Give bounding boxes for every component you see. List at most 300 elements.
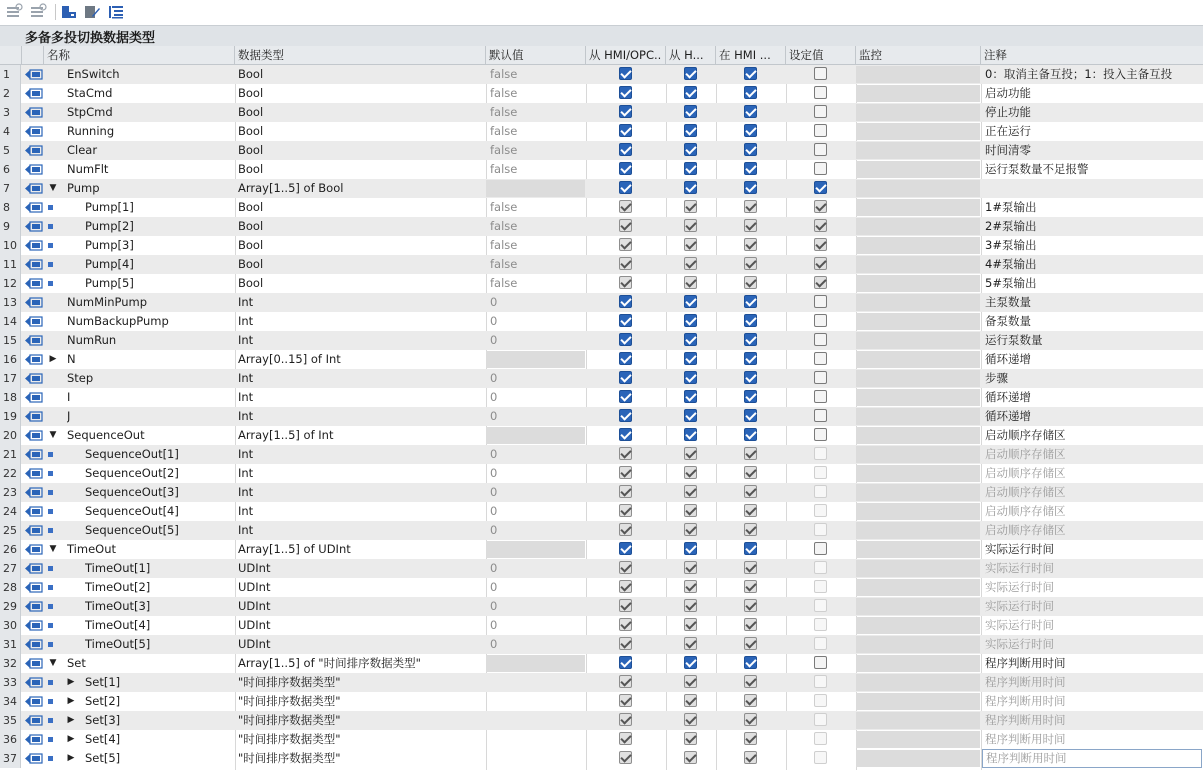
default-value[interactable]: false	[490, 257, 518, 271]
tag-comment[interactable]: 实际运行时间	[985, 618, 1054, 632]
hmi-visible-checkbox[interactable]	[744, 86, 757, 99]
setpoint-checkbox[interactable]	[814, 295, 827, 308]
hmi-opc-accessible-checkbox[interactable]	[619, 523, 632, 536]
hmi-visible-checkbox[interactable]	[744, 67, 757, 80]
default-value[interactable]: 0	[490, 466, 498, 480]
hmi-writable-checkbox[interactable]	[684, 751, 697, 764]
row-number[interactable]: 17	[0, 369, 21, 388]
tag-datatype[interactable]: Array[1..5] of UDInt	[238, 542, 351, 556]
table-row[interactable]	[0, 198, 1203, 217]
tag-comment[interactable]: 实际运行时间	[985, 580, 1054, 594]
tag-datatype[interactable]: Bool	[238, 86, 264, 100]
hmi-opc-accessible-checkbox[interactable]	[619, 675, 632, 688]
tag-datatype[interactable]: "时间排序数据类型"	[238, 675, 341, 689]
tag-comment[interactable]	[985, 179, 1201, 198]
hmi-visible-checkbox[interactable]	[744, 751, 757, 764]
hmi-opc-accessible-checkbox[interactable]	[619, 409, 632, 422]
tag-datatype[interactable]: Array[1..5] of "时间排序数据类型"	[238, 656, 421, 670]
hmi-writable-checkbox[interactable]	[684, 466, 697, 479]
hmi-opc-accessible-checkbox[interactable]	[619, 713, 632, 726]
expand-arrow-icon[interactable]: ▶	[49, 354, 57, 364]
setpoint-checkbox[interactable]	[814, 86, 827, 99]
hmi-opc-accessible-checkbox[interactable]	[619, 200, 632, 213]
setpoint-checkbox[interactable]	[814, 200, 827, 213]
tag-name[interactable]: TimeOut	[67, 542, 116, 556]
hmi-visible-checkbox[interactable]	[744, 694, 757, 707]
tag-name[interactable]: N	[67, 352, 76, 366]
hmi-visible-checkbox[interactable]	[744, 314, 757, 327]
tag-datatype[interactable]: Int	[238, 523, 254, 537]
row-number[interactable]: 11	[0, 255, 21, 274]
table-row[interactable]	[0, 160, 1203, 179]
hmi-writable-checkbox[interactable]	[684, 656, 697, 669]
hmi-opc-accessible-checkbox[interactable]	[619, 466, 632, 479]
row-number[interactable]: 19	[0, 407, 21, 426]
setpoint-checkbox[interactable]	[814, 561, 827, 574]
collapse-arrow-icon[interactable]: ▼	[49, 658, 57, 668]
tag-datatype[interactable]: Bool	[238, 200, 264, 214]
hmi-writable-checkbox[interactable]	[684, 523, 697, 536]
tag-datatype[interactable]: Int	[238, 371, 254, 385]
hmi-opc-accessible-checkbox[interactable]	[619, 694, 632, 707]
table-row[interactable]	[0, 217, 1203, 236]
hmi-writable-checkbox[interactable]	[684, 143, 697, 156]
hmi-opc-accessible-checkbox[interactable]	[619, 599, 632, 612]
tag-comment[interactable]: 备泵数量	[985, 314, 1031, 328]
setpoint-checkbox[interactable]	[814, 390, 827, 403]
tag-datatype[interactable]: "时间排序数据类型"	[238, 732, 341, 746]
tag-datatype[interactable]: Bool	[238, 162, 264, 176]
table-row[interactable]	[0, 749, 1203, 768]
table-row[interactable]	[0, 407, 1203, 426]
tag-comment[interactable]: 启动顺序存储区	[985, 523, 1066, 537]
hmi-opc-accessible-checkbox[interactable]	[619, 86, 632, 99]
row-number[interactable]: 27	[0, 559, 21, 578]
hmi-opc-accessible-checkbox[interactable]	[619, 656, 632, 669]
tag-name[interactable]: StaCmd	[67, 86, 113, 100]
table-row[interactable]	[0, 331, 1203, 350]
row-number[interactable]: 3	[0, 103, 21, 122]
table-row[interactable]	[0, 236, 1203, 255]
tag-name[interactable]: StpCmd	[67, 105, 113, 119]
row-number[interactable]: 37	[0, 749, 21, 768]
hmi-writable-checkbox[interactable]	[684, 694, 697, 707]
setpoint-checkbox[interactable]	[814, 105, 827, 118]
tag-datatype[interactable]: Array[1..5] of Bool	[238, 181, 344, 195]
setpoint-checkbox[interactable]	[814, 409, 827, 422]
hmi-opc-accessible-checkbox[interactable]	[619, 276, 632, 289]
setpoint-checkbox[interactable]	[814, 466, 827, 479]
hmi-writable-checkbox[interactable]	[684, 86, 697, 99]
tag-comment[interactable]: 启动顺序存储区	[985, 466, 1066, 480]
default-value[interactable]: 0	[490, 523, 498, 537]
tag-comment[interactable]: 程序判断用时间	[985, 675, 1066, 689]
table-row[interactable]	[0, 673, 1203, 692]
tag-name[interactable]: SequenceOut	[67, 428, 145, 442]
hmi-writable-checkbox[interactable]	[684, 276, 697, 289]
tag-comment[interactable]: 时间清零	[985, 143, 1031, 157]
tag-datatype[interactable]: Int	[238, 485, 254, 499]
hmi-visible-checkbox[interactable]	[744, 466, 757, 479]
default-value[interactable]: false	[490, 124, 518, 138]
default-value[interactable]: 0	[490, 409, 498, 423]
setpoint-checkbox[interactable]	[814, 656, 827, 669]
tag-name[interactable]: NumRun	[67, 333, 117, 347]
hmi-writable-checkbox[interactable]	[684, 219, 697, 232]
tag-name[interactable]: TimeOut[4]	[85, 618, 151, 632]
default-value[interactable]: false	[490, 238, 518, 252]
tag-comment[interactable]: 正在运行	[985, 124, 1031, 138]
tag-comment[interactable]: 步骤	[985, 371, 1008, 385]
table-row[interactable]	[0, 274, 1203, 293]
hmi-opc-accessible-checkbox[interactable]	[619, 162, 632, 175]
setpoint-checkbox[interactable]	[814, 694, 827, 707]
table-row[interactable]	[0, 521, 1203, 540]
tag-datatype[interactable]: Int	[238, 295, 254, 309]
setpoint-checkbox[interactable]	[814, 447, 827, 460]
hmi-writable-checkbox[interactable]	[684, 599, 697, 612]
hmi-opc-accessible-checkbox[interactable]	[619, 352, 632, 365]
row-number[interactable]: 12	[0, 274, 21, 293]
setpoint-checkbox[interactable]	[814, 181, 827, 194]
hmi-opc-accessible-checkbox[interactable]	[619, 257, 632, 270]
tag-comment[interactable]: 实际运行时间	[985, 599, 1054, 613]
tag-comment[interactable]: 启动顺序存储区	[985, 504, 1066, 518]
tag-name[interactable]: SequenceOut[5]	[85, 523, 179, 537]
hmi-opc-accessible-checkbox[interactable]	[619, 428, 632, 441]
tag-datatype[interactable]: Bool	[238, 257, 264, 271]
setpoint-checkbox[interactable]	[814, 124, 827, 137]
hmi-writable-checkbox[interactable]	[684, 618, 697, 631]
tag-datatype[interactable]: Bool	[238, 238, 264, 252]
row-number[interactable]: 36	[0, 730, 21, 749]
setpoint-checkbox[interactable]	[814, 713, 827, 726]
tag-datatype[interactable]: Int	[238, 466, 254, 480]
setpoint-checkbox[interactable]	[814, 238, 827, 251]
tag-comment[interactable]: 启动顺序存储区	[985, 447, 1066, 461]
tag-name[interactable]: Pump[4]	[85, 257, 134, 271]
hmi-opc-accessible-checkbox[interactable]	[619, 618, 632, 631]
tag-datatype[interactable]: UDInt	[238, 637, 271, 651]
tag-datatype[interactable]: Array[1..5] of Int	[238, 428, 334, 442]
collapse-arrow-icon[interactable]: ▼	[49, 430, 57, 440]
default-value[interactable]: 0	[490, 333, 498, 347]
row-number[interactable]: 18	[0, 388, 21, 407]
hmi-opc-accessible-checkbox[interactable]	[619, 732, 632, 745]
row-number[interactable]: 2	[0, 84, 21, 103]
setpoint-checkbox[interactable]	[814, 637, 827, 650]
expand-arrow-icon[interactable]: ▶	[67, 753, 75, 763]
hmi-writable-checkbox[interactable]	[684, 580, 697, 593]
tag-datatype[interactable]: "时间排序数据类型"	[238, 694, 341, 708]
default-value[interactable]: false	[490, 105, 518, 119]
hmi-writable-checkbox[interactable]	[684, 105, 697, 118]
hmi-visible-checkbox[interactable]	[744, 409, 757, 422]
tag-datatype[interactable]: UDInt	[238, 599, 271, 613]
table-row[interactable]	[0, 540, 1203, 559]
table-row[interactable]	[0, 312, 1203, 331]
hmi-visible-checkbox[interactable]	[744, 162, 757, 175]
hmi-opc-accessible-checkbox[interactable]	[619, 314, 632, 327]
row-number[interactable]: 15	[0, 331, 21, 350]
hmi-opc-accessible-checkbox[interactable]	[619, 67, 632, 80]
hmi-visible-checkbox[interactable]	[744, 618, 757, 631]
table-row[interactable]	[0, 426, 1203, 445]
tag-name[interactable]: Set[3]	[85, 713, 121, 727]
setpoint-checkbox[interactable]	[814, 371, 827, 384]
default-value[interactable]: 0	[490, 599, 498, 613]
tag-comment[interactable]: 启动功能	[985, 86, 1031, 100]
tag-comment[interactable]: 2#泵输出	[985, 219, 1037, 233]
tag-comment[interactable]: 主泵数量	[985, 295, 1031, 309]
default-value[interactable]: 0	[490, 371, 498, 385]
default-value[interactable]: 0	[490, 618, 498, 632]
tag-name[interactable]: TimeOut[5]	[85, 637, 151, 651]
row-number[interactable]: 26	[0, 540, 21, 559]
hmi-opc-accessible-checkbox[interactable]	[619, 371, 632, 384]
table-row[interactable]	[0, 141, 1203, 160]
tag-comment[interactable]: 程序判断用时间	[985, 732, 1066, 746]
table-row[interactable]	[0, 654, 1203, 673]
tag-name[interactable]: Pump[2]	[85, 219, 134, 233]
tag-datatype[interactable]: Bool	[238, 143, 264, 157]
setpoint-checkbox[interactable]	[814, 276, 827, 289]
hmi-opc-accessible-checkbox[interactable]	[619, 124, 632, 137]
hmi-visible-checkbox[interactable]	[744, 637, 757, 650]
tag-comment[interactable]: 启动顺序存储区	[985, 428, 1066, 442]
tag-datatype[interactable]: Int	[238, 504, 254, 518]
row-number[interactable]: 13	[0, 293, 21, 312]
hmi-visible-checkbox[interactable]	[744, 124, 757, 137]
hmi-opc-accessible-checkbox[interactable]	[619, 219, 632, 232]
tag-datatype[interactable]: Array[0..15] of Int	[238, 352, 341, 366]
default-value[interactable]: false	[490, 200, 518, 214]
hmi-opc-accessible-checkbox[interactable]	[619, 143, 632, 156]
hmi-visible-checkbox[interactable]	[744, 504, 757, 517]
hmi-writable-checkbox[interactable]	[684, 124, 697, 137]
tag-name[interactable]: Set[5]	[85, 751, 121, 765]
tag-datatype[interactable]: Bool	[238, 105, 264, 119]
header-comment[interactable]: 注释	[984, 48, 1007, 62]
row-number[interactable]: 9	[0, 217, 21, 236]
tag-name[interactable]: Set[2]	[85, 694, 121, 708]
table-row[interactable]	[0, 179, 1203, 198]
hmi-visible-checkbox[interactable]	[744, 371, 757, 384]
tag-datatype[interactable]: Int	[238, 390, 254, 404]
tag-name[interactable]: SequenceOut[4]	[85, 504, 179, 518]
row-number[interactable]: 23	[0, 483, 21, 502]
row-number[interactable]: 6	[0, 160, 21, 179]
setpoint-checkbox[interactable]	[814, 618, 827, 631]
table-row[interactable]	[0, 730, 1203, 749]
tag-name[interactable]: Pump[1]	[85, 200, 134, 214]
hmi-writable-checkbox[interactable]	[684, 713, 697, 726]
default-value[interactable]: false	[490, 67, 518, 81]
row-number[interactable]: 31	[0, 635, 21, 654]
header-default[interactable]: 默认值	[486, 46, 586, 64]
tag-comment[interactable]: 3#泵输出	[985, 238, 1037, 252]
hmi-writable-checkbox[interactable]	[684, 732, 697, 745]
row-number[interactable]: 30	[0, 616, 21, 635]
table-row[interactable]	[0, 692, 1203, 711]
setpoint-checkbox[interactable]	[814, 314, 827, 327]
header-hmi-visible[interactable]: 在 HMI ...	[716, 46, 786, 64]
table-row[interactable]	[0, 464, 1203, 483]
edit-icon[interactable]	[83, 3, 101, 21]
tag-datatype[interactable]: Bool	[238, 67, 264, 81]
list-view-icon[interactable]	[107, 3, 125, 21]
hmi-opc-accessible-checkbox[interactable]	[619, 504, 632, 517]
hmi-visible-checkbox[interactable]	[744, 352, 757, 365]
tag-datatype[interactable]: Int	[238, 447, 254, 461]
tag-comment[interactable]: 程序判断用时间	[985, 656, 1066, 670]
tag-name[interactable]: TimeOut[2]	[85, 580, 151, 594]
setpoint-checkbox[interactable]	[814, 675, 827, 688]
tag-datatype[interactable]: Bool	[238, 276, 264, 290]
hmi-opc-accessible-checkbox[interactable]	[619, 580, 632, 593]
row-number[interactable]: 32	[0, 654, 21, 673]
tag-name[interactable]: Set	[67, 656, 86, 670]
default-value[interactable]: false	[490, 219, 518, 233]
tag-datatype[interactable]: Bool	[238, 124, 264, 138]
default-value[interactable]: false	[490, 276, 518, 290]
hmi-visible-checkbox[interactable]	[744, 105, 757, 118]
tag-name[interactable]: NumFlt	[67, 162, 109, 176]
hmi-visible-checkbox[interactable]	[744, 542, 757, 555]
hmi-visible-checkbox[interactable]	[744, 295, 757, 308]
table-row[interactable]	[0, 388, 1203, 407]
tag-comment[interactable]: 停止功能	[985, 105, 1031, 119]
hmi-visible-checkbox[interactable]	[744, 143, 757, 156]
hmi-writable-checkbox[interactable]	[684, 637, 697, 650]
tag-name[interactable]: SequenceOut[1]	[85, 447, 179, 461]
tag-name[interactable]: SequenceOut[2]	[85, 466, 179, 480]
row-number[interactable]: 28	[0, 578, 21, 597]
default-value[interactable]: false	[490, 162, 518, 176]
header-setpoint[interactable]: 设定值	[786, 46, 856, 64]
hmi-writable-checkbox[interactable]	[684, 314, 697, 327]
tag-comment[interactable]: 循环递增	[985, 352, 1031, 366]
tag-name[interactable]: NumMinPump	[67, 295, 148, 309]
table-row[interactable]	[0, 84, 1203, 103]
tag-datatype[interactable]: "时间排序数据类型"	[238, 751, 341, 765]
default-value[interactable]: 0	[490, 580, 498, 594]
header-datatype[interactable]: 数据类型	[235, 46, 486, 64]
hmi-writable-checkbox[interactable]	[684, 561, 697, 574]
hmi-writable-checkbox[interactable]	[684, 352, 697, 365]
setpoint-checkbox[interactable]	[814, 542, 827, 555]
tag-name[interactable]: J	[67, 409, 71, 423]
hmi-visible-checkbox[interactable]	[744, 333, 757, 346]
tag-name[interactable]: SequenceOut[3]	[85, 485, 179, 499]
tag-comment[interactable]: 0：取消主备互投；1：投入主备互投	[985, 67, 1173, 81]
tag-name[interactable]: Running	[67, 124, 115, 138]
hmi-opc-accessible-checkbox[interactable]	[619, 238, 632, 251]
tag-comment[interactable]: 运行泵数量	[985, 333, 1043, 347]
tag-name[interactable]: I	[67, 390, 71, 404]
hmi-opc-accessible-checkbox[interactable]	[619, 181, 632, 194]
tag-comment[interactable]: 启动顺序存储区	[985, 485, 1066, 499]
tag-comment[interactable]: 4#泵输出	[985, 257, 1037, 271]
setpoint-checkbox[interactable]	[814, 504, 827, 517]
hmi-opc-accessible-checkbox[interactable]	[619, 333, 632, 346]
table-row[interactable]	[0, 616, 1203, 635]
default-value[interactable]: 0	[490, 295, 498, 309]
tag-comment[interactable]: 运行泵数量不足报警	[985, 162, 1089, 176]
header-hmi-access[interactable]: 从 H...	[666, 46, 716, 64]
hmi-writable-checkbox[interactable]	[684, 295, 697, 308]
table-row[interactable]	[0, 293, 1203, 312]
collapse-arrow-icon[interactable]: ▼	[49, 183, 57, 193]
tag-comment[interactable]: 循环递增	[985, 390, 1031, 404]
header-name[interactable]: 名称	[44, 46, 235, 64]
hmi-opc-accessible-checkbox[interactable]	[619, 105, 632, 118]
setpoint-checkbox[interactable]	[814, 485, 827, 498]
hmi-visible-checkbox[interactable]	[744, 675, 757, 688]
collapse-arrow-icon[interactable]: ▼	[49, 544, 57, 554]
setpoint-checkbox[interactable]	[814, 219, 827, 232]
table-row[interactable]	[0, 350, 1203, 369]
expand-arrow-icon[interactable]: ▶	[67, 715, 75, 725]
row-number[interactable]: 35	[0, 711, 21, 730]
row-number[interactable]: 24	[0, 502, 21, 521]
setpoint-checkbox[interactable]	[814, 732, 827, 745]
setpoint-checkbox[interactable]	[814, 751, 827, 764]
row-number[interactable]: 33	[0, 673, 21, 692]
hmi-writable-checkbox[interactable]	[684, 67, 697, 80]
hmi-writable-checkbox[interactable]	[684, 409, 697, 422]
hmi-visible-checkbox[interactable]	[744, 238, 757, 251]
tag-comment[interactable]: 1#泵输出	[985, 200, 1037, 214]
hmi-visible-checkbox[interactable]	[744, 447, 757, 460]
row-number[interactable]: 8	[0, 198, 21, 217]
tag-comment[interactable]: 实际运行时间	[985, 561, 1054, 575]
table-row[interactable]	[0, 369, 1203, 388]
row-number[interactable]: 5	[0, 141, 21, 160]
header-hmi-opc[interactable]: 从 HMI/OPC..	[586, 46, 666, 64]
row-number[interactable]: 25	[0, 521, 21, 540]
row-number[interactable]: 21	[0, 445, 21, 464]
setpoint-checkbox[interactable]	[814, 352, 827, 365]
hmi-writable-checkbox[interactable]	[684, 371, 697, 384]
hmi-writable-checkbox[interactable]	[684, 447, 697, 460]
hmi-visible-checkbox[interactable]	[744, 561, 757, 574]
row-number[interactable]: 22	[0, 464, 21, 483]
hmi-visible-checkbox[interactable]	[744, 181, 757, 194]
setpoint-checkbox[interactable]	[814, 143, 827, 156]
hmi-visible-checkbox[interactable]	[744, 599, 757, 612]
tag-datatype[interactable]: UDInt	[238, 561, 271, 575]
hmi-opc-accessible-checkbox[interactable]	[619, 561, 632, 574]
hmi-visible-checkbox[interactable]	[744, 713, 757, 726]
tag-comment[interactable]: 实际运行时间	[985, 637, 1054, 651]
default-value[interactable]: 0	[490, 314, 498, 328]
tag-datatype[interactable]: UDInt	[238, 618, 271, 632]
expand-arrow-icon[interactable]: ▶	[67, 677, 75, 687]
hmi-writable-checkbox[interactable]	[684, 238, 697, 251]
hmi-visible-checkbox[interactable]	[744, 656, 757, 669]
tag-datatype[interactable]: Int	[238, 314, 254, 328]
table-row[interactable]	[0, 445, 1203, 464]
hmi-visible-checkbox[interactable]	[744, 276, 757, 289]
tag-name[interactable]: TimeOut[3]	[85, 599, 151, 613]
expand-arrow-icon[interactable]: ▶	[67, 734, 75, 744]
tag-name[interactable]: Pump[3]	[85, 238, 134, 252]
header-monitor[interactable]: 监控	[856, 46, 981, 64]
hmi-opc-accessible-checkbox[interactable]	[619, 390, 632, 403]
table-row[interactable]	[0, 65, 1203, 84]
setpoint-checkbox[interactable]	[814, 257, 827, 270]
